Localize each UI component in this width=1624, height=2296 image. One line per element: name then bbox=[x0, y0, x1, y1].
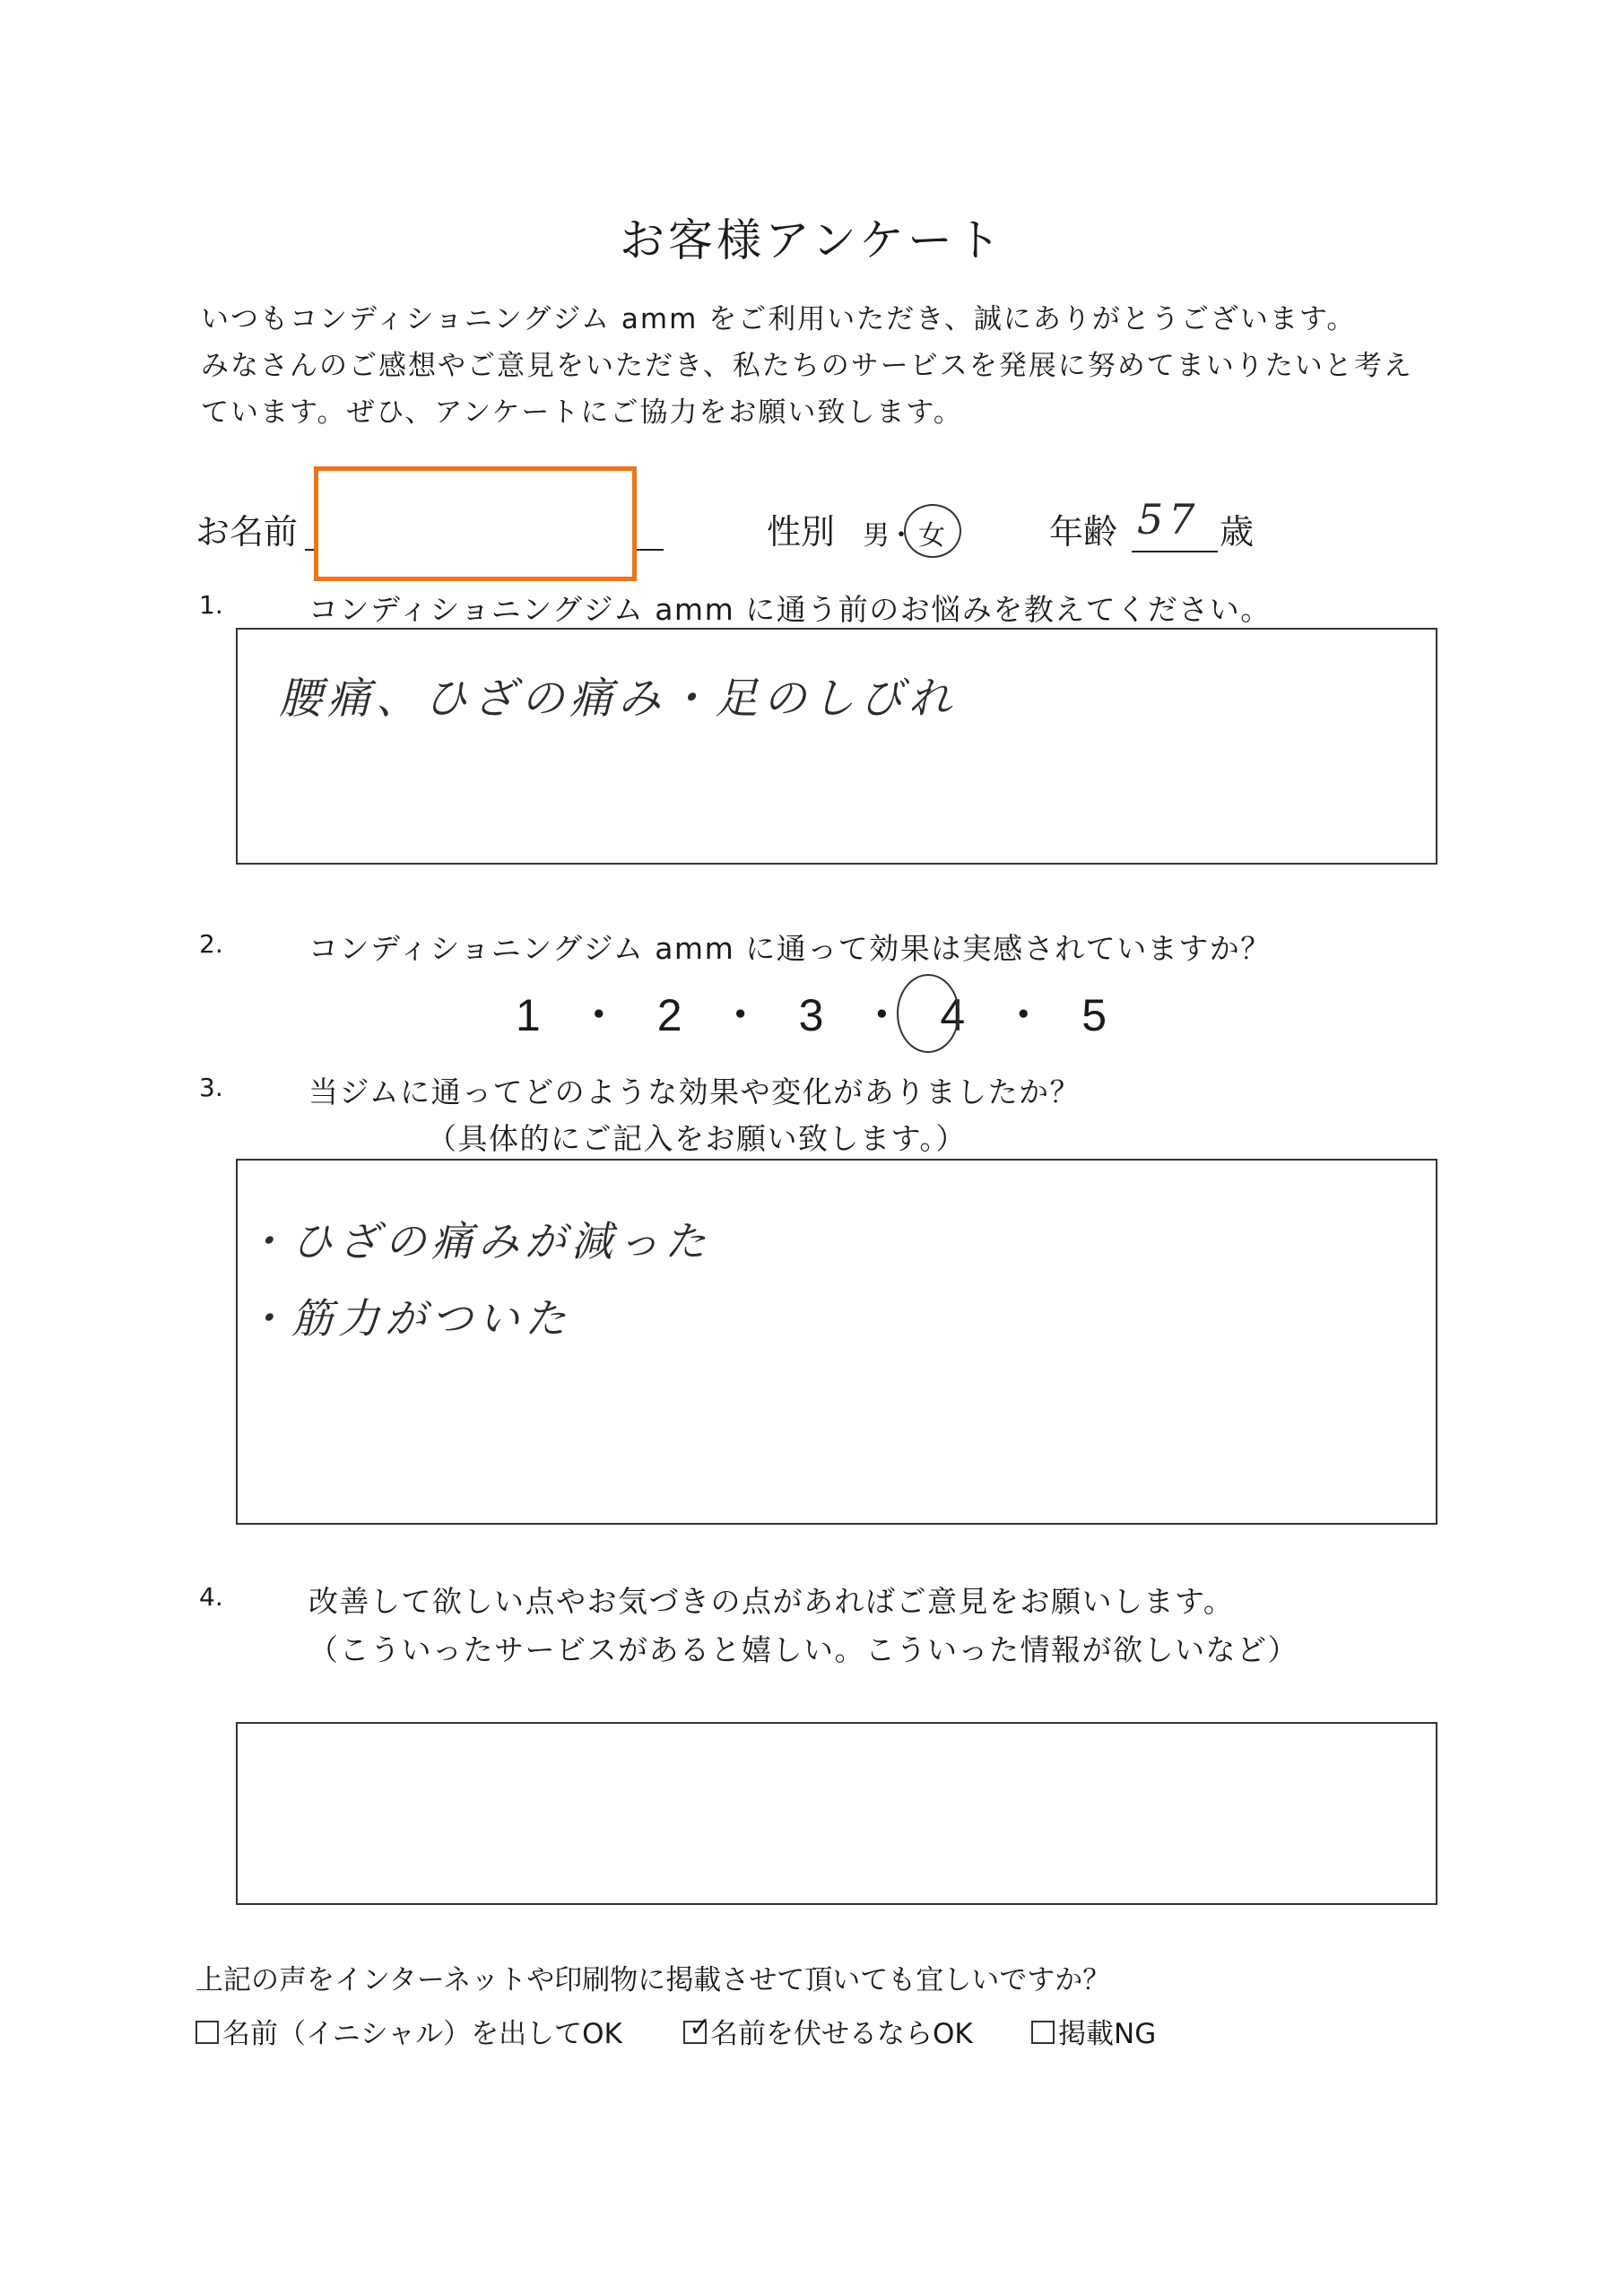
q1-answer-line-1: 腰痛、ひざの痛み・足のしびれ bbox=[279, 674, 958, 724]
consent-option-label: 名前を伏せるならOK bbox=[710, 2018, 973, 2050]
consent-option-initials[interactable] bbox=[195, 2011, 622, 2051]
check-mark-icon: ✓ bbox=[689, 2012, 712, 2043]
q3-subtext: （具体的にご記入をお願い致します。） bbox=[427, 1121, 967, 1156]
q1-answer-box[interactable] bbox=[236, 628, 1437, 865]
name-label: お名前 bbox=[195, 512, 299, 552]
q4-answer-box[interactable] bbox=[236, 1722, 1437, 1905]
rating-selected-circle bbox=[897, 974, 960, 1053]
q1-number: 1. bbox=[199, 590, 223, 620]
age-underline bbox=[1132, 551, 1218, 552]
checkbox-checked-icon[interactable] bbox=[683, 2012, 712, 2044]
gender-label: 性別 bbox=[767, 512, 836, 552]
q1-text: コンディショニングジム amm に通う前のお悩みを教えてください。 bbox=[308, 592, 1272, 627]
consent-option-label: 掲載NG bbox=[1058, 2018, 1157, 2050]
gender-option-female[interactable]: 女 bbox=[918, 520, 945, 552]
consent-option-label: 名前（イニシャル）を出してOK bbox=[222, 2018, 622, 2050]
q2-text: コンディショニングジム amm に通って効果は実感されていますか？ bbox=[308, 931, 1272, 966]
age-unit: 歳 bbox=[1220, 512, 1255, 552]
rating-5[interactable]: 5 bbox=[1081, 990, 1109, 1040]
rating-2[interactable]: 2 bbox=[656, 990, 684, 1040]
q3-answer-line-1: ・ひざの痛みが減った bbox=[245, 1217, 711, 1265]
gender-selected-circle bbox=[904, 504, 961, 558]
rating-separator: ・ bbox=[1001, 990, 1048, 1040]
q4-number: 4. bbox=[199, 1582, 223, 1612]
gender-option-male[interactable]: 男 bbox=[863, 520, 890, 552]
consent-option-anonymous[interactable] bbox=[683, 2011, 973, 2051]
age-value[interactable]: 57 bbox=[1137, 495, 1201, 544]
page-title: お客様アンケート bbox=[620, 214, 1004, 266]
name-redaction-box bbox=[314, 466, 637, 581]
rating-separator: ・ bbox=[576, 990, 623, 1040]
q4-subtext: （こういったサービスがあると嬉しい。こういった情報が欲しいなど） bbox=[308, 1632, 1298, 1667]
intro-line-2: みなさんのご感想やご意見をいただき、私たちのサービスを発展に努めてまいりたいと考え bbox=[201, 350, 1413, 382]
gender-separator: ・ bbox=[888, 520, 915, 552]
rating-separator: ・ bbox=[859, 990, 907, 1040]
q3-answer-box[interactable] bbox=[236, 1159, 1437, 1525]
intro-line-1: いつもコンディショニングジム amm をご利用いただき、誠にありがとうございます。 bbox=[201, 303, 1357, 335]
rating-3[interactable]: 3 bbox=[798, 990, 826, 1040]
q4-text: 改善して欲しい点やお気づきの点があればご意見をお願いします。 bbox=[308, 1584, 1235, 1619]
rating-separator: ・ bbox=[717, 990, 765, 1040]
consent-option-ng[interactable] bbox=[1031, 2011, 1156, 2051]
intro-line-3: ています。ぜひ、アンケートにご協力をお願い致します。 bbox=[201, 396, 963, 429]
checkbox-icon[interactable] bbox=[195, 2021, 219, 2044]
rating-4[interactable]: 4 bbox=[940, 990, 968, 1040]
q3-number: 3. bbox=[199, 1073, 223, 1102]
q3-text: 当ジムに通ってどのような効果や変化がありましたか？ bbox=[308, 1074, 1081, 1109]
q2-number: 2. bbox=[199, 929, 223, 959]
age-label: 年齢 bbox=[1049, 512, 1118, 552]
rating-1[interactable]: 1 bbox=[515, 990, 543, 1040]
q3-answer-line-2: ・筋力がついた bbox=[245, 1294, 571, 1343]
checkbox-icon[interactable] bbox=[1031, 2021, 1055, 2044]
q2-rating-scale[interactable] bbox=[0, 979, 1624, 1044]
consent-question: 上記の声をインターネットや印刷物に掲載させて頂いても宜しいですか？ bbox=[195, 1964, 1111, 1996]
